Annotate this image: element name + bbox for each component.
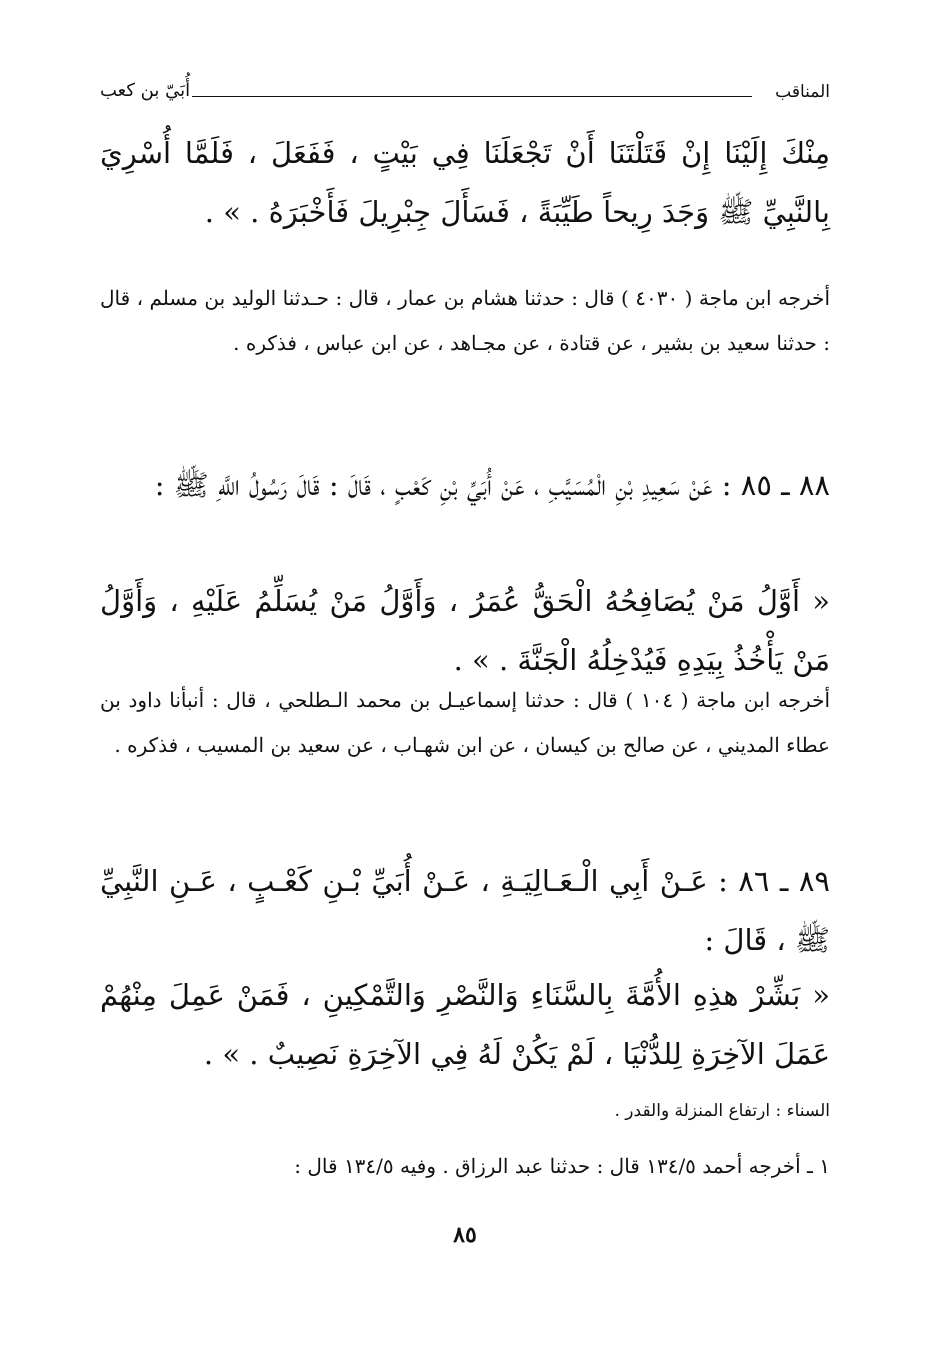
glossary-note: السناء : ارتفاع المنزلة والقدر . xyxy=(614,1101,830,1121)
takhrij-ibn-majah-4030: أخرجه ابن ماجة ( ٤٠٣٠ ) قال : حدثنا هشام بن عمار ، قال : حـدثنا الوليد بن مسلم ، قال : حدثنا سعيد بن بشير ، عن قتادة ، عن مجـاهد ، عن ابن عباس ، فذكره . xyxy=(100,286,831,355)
footnote: ١ ـ أخرجه أحمد ١٣٤/٥ قال : حدثنا عبد الرزاق . وفيه ١٣٤/٥ قال : xyxy=(294,1154,830,1178)
page-number: ٨٥ xyxy=(453,1222,477,1248)
hadith-88-intro: ٨٨ ـ ٨٥ : عَنْ سَعِيدِ بْنِ الْمُسَيَّبِ ، عَنْ أُبَيِّ بْنِ كَعْبٍ ، قَالَ : قَالَ رَسُولُ اللَّهِ ﷺ : xyxy=(154,468,830,502)
hadith-89-matn: « بَشِّرْ هذِهِ الأُمَّةَ بِالسَّنَاءِ وَالنَّصْرِ وَالتَّمْكِينِ ، فَمَنْ عَمِلَ مِنْهُمْ عَمَلَ الآخِرَةِ لِلدُّنْيَا ، لَمْ يَكُنْ لَهُ فِي الآخِرَةِ نَصِيبٌ . » . xyxy=(100,978,830,1071)
hadith-continuation: مِنْكَ إِلَيْنَا إِنْ قَتَلْتَنَا أَنْ تَجْعَلَنَا فِي بَيْتٍ ، فَفَعَلَ ، فَلَمَّا أُسْرِيَ بِالنَّبِيِّ ﷺ وَجَدَ رِيحاً طَيِّبَةً ، فَسَأَلَ جِبْرِيلَ فَأَخْبَرَهُ . » . xyxy=(100,136,830,229)
hadith-88-matn: « أَوَّلُ مَنْ يُصَافِحُهُ الْحَقُّ عُمَرُ ، وَأَوَّلُ مَنْ يُسَلِّمُ عَلَيْهِ ، وَأَوَّلُ مَنْ يَأْخُذُ بِيَدِهِ فَيُدْخِلُهُ الْجَنَّةَ . » . xyxy=(100,584,830,677)
chapter-title: المناقب xyxy=(775,82,830,102)
takhrij-ibn-majah-104: أخرجه ابن ماجة ( ١٠٤ ) قال : حدثنا إسماعيـل بن محمد الـطلحي ، قال : أنبأنا داود بن عطاء المديني ، عن صالح بن كيسان ، عن ابن شهـاب ، عن سعيد بن المسيب ، فذكره . xyxy=(100,688,830,757)
header-rule xyxy=(192,96,752,97)
running-header xyxy=(100,78,830,108)
hadith-89-intro: ٨٩ ـ ٨٦ : عَـنْ أَبِي الْـعَـالِيَـةِ ، عَـنْ أُبَيِّ بْـنِ كَعْـبٍ ، عَـنِ النَّبِيِّ ﷺ ، قَالَ : xyxy=(100,864,830,957)
section-title: أُبَيّ بن كعب xyxy=(100,80,191,101)
